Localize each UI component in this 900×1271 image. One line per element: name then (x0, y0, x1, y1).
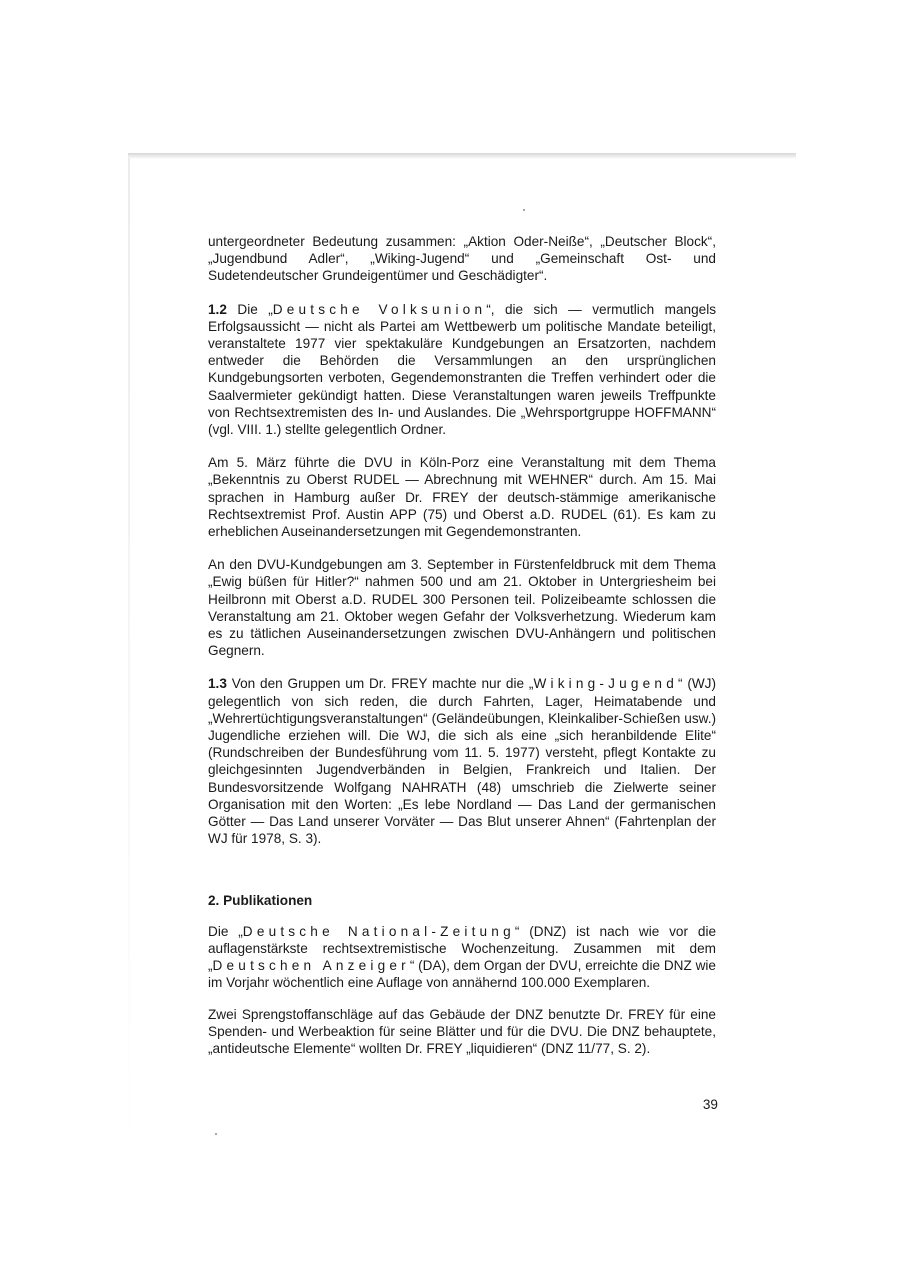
section-number: 1.2 (208, 301, 227, 317)
paragraph-1-2 (208, 301, 716, 439)
paragraph-1-3 (208, 675, 716, 847)
paragraph-text: “, die sich — vermutlich mangels Erfolgsaussicht — nicht als Partei am Wettbewerb um politische Mandate beteiligt, veranstaltete 1977 vier spektakuläre Kundgebungen an Ersatzorten, nachdem entweder die Behörden die Versammlungen an den ursprünglichen Kundgebungsorten verboten, Gegendemonstranten die Treffen verhindert oder die Saalvermieter gekündigt hatten. Diese Veranstaltungen waren jeweils Treffpunkte von Rechtsextremisten des In- und Auslandes. Die „Wehrsportgruppe HOFFMANN“ (vgl. VIII. 1.) stellte gelegentlich Ordner. (208, 301, 717, 438)
scan-left-edge (128, 158, 130, 1148)
paragraph-intro: untergeordneter Bedeutung zusammen: „Aktion Oder-Neiße“, „Deutscher Block“, „Jugendbund Adler“, „Wiking-Jugend“ und „Gemeinschaft Ost- und Sudetendeutscher Grundeigentümer und Geschädigter“. (208, 234, 716, 284)
paragraph-fuerstenfeldbruck: An den DVU-Kundgebungen am 3. September in Fürstenfeldbruck mit dem Thema „Ewig büßen für Hitler?“ nahmen 500 und am 21. Oktober in Untergriesheim bei Heilbronn mit Oberst a.D. RUDEL 300 Personen teil. Polizeibeamte schlossen die Veranstaltung am 21. Oktober wegen Gefahr der Volksverhetzung. Wiederum kam es zu tätlichen Auseinandersetzungen zwischen DVU-Anhängern und politischen Gegnern. (208, 557, 716, 659)
scan-speck (215, 1133, 217, 1135)
scan-edge-shadow (128, 153, 796, 159)
scan-speck (523, 209, 525, 211)
page-number: 39 (702, 1097, 718, 1112)
paragraph-text: Die „ (237, 301, 273, 317)
organization-name: Wiking-Jugend (533, 676, 678, 692)
publication-name: Deutsche National-Zeitung (242, 923, 515, 939)
paragraph-koeln-porz: Am 5. März führte die DVU in Köln-Porz eine Veranstaltung mit dem Thema „Bekenntnis zu Oberst RUDEL — Abrechnung mit WEHNER“ durch. Am 15. Mai sprachen in Hamburg außer Dr. FREY der deutsch-stämmige amerikanische Rechtsextremist Prof. Austin APP (75) und Oberst a.D. RUDEL (61). Es kam zu erheblichen Auseinandersetzungen mit Gegendemonstranten. (208, 455, 716, 540)
paragraph-text: Die „ (208, 923, 243, 939)
publication-name: Deutschen Anzeiger (212, 958, 410, 974)
section-heading-publikationen: 2. Publikationen (208, 892, 313, 908)
document-body (208, 233, 716, 1073)
paragraph-text: “ (WJ) gelegentlich von sich reden, die durch Fahrten, Lager, Heimatabende und „Wehrertüchtigungsveranstaltungen“ (Geländeübungen, Kleinkaliber-Schießen usw.) Jugendliche erziehen will. Die WJ, die sich als eine „sich heranbildende Elite“ (Rundschreiben der Bundesführung vom 11. 5. 1977) versteht, pflegt Kontakte zu gleichgesinnten Jugendverbänden in Belgien, Frankreich und Italien. Der Bundesvorsitzende Wolfgang NAHRATH (48) umschrieb die Zielwerte seiner Organisation mit den Worten: „Es lebe Nordland — Das Land der germanischen Götter — Das Land unserer Vorväter — Das Blut unserer Ahnen“ (Fahrtenplan der WJ für 1978, S. 3). (208, 676, 716, 847)
section-number: 1.3 (208, 676, 227, 692)
paragraph-text: “ (DNZ) ist nach wie vor die auflagenstärkste rechtsextremistische Wochenzeitung. Zusammen mit dem „ (208, 923, 717, 974)
paragraph-text: Von den Gruppen um Dr. FREY machte nur die „ (231, 676, 534, 692)
paragraph-anschlaege: Zwei Sprengstoffanschläge auf das Gebäude der DNZ benutzte Dr. FREY für eine Spenden- und Werbeaktion für seine Blätter und für die DVU. Die DNZ behauptete, „antideutsche Elemente“ wollten Dr. FREY „liquidieren“ (DNZ 11/77, S. 2). (208, 1006, 716, 1056)
paragraph-dnz (208, 923, 716, 992)
paragraph-text: “ (DA), dem Organ der DVU, erreichte die DNZ wie im Vorjahr wöchentlich eine Auflage von annähernd 100.000 Exemplaren. (208, 958, 716, 991)
organization-name: Deutsche Volksunion (272, 301, 487, 317)
